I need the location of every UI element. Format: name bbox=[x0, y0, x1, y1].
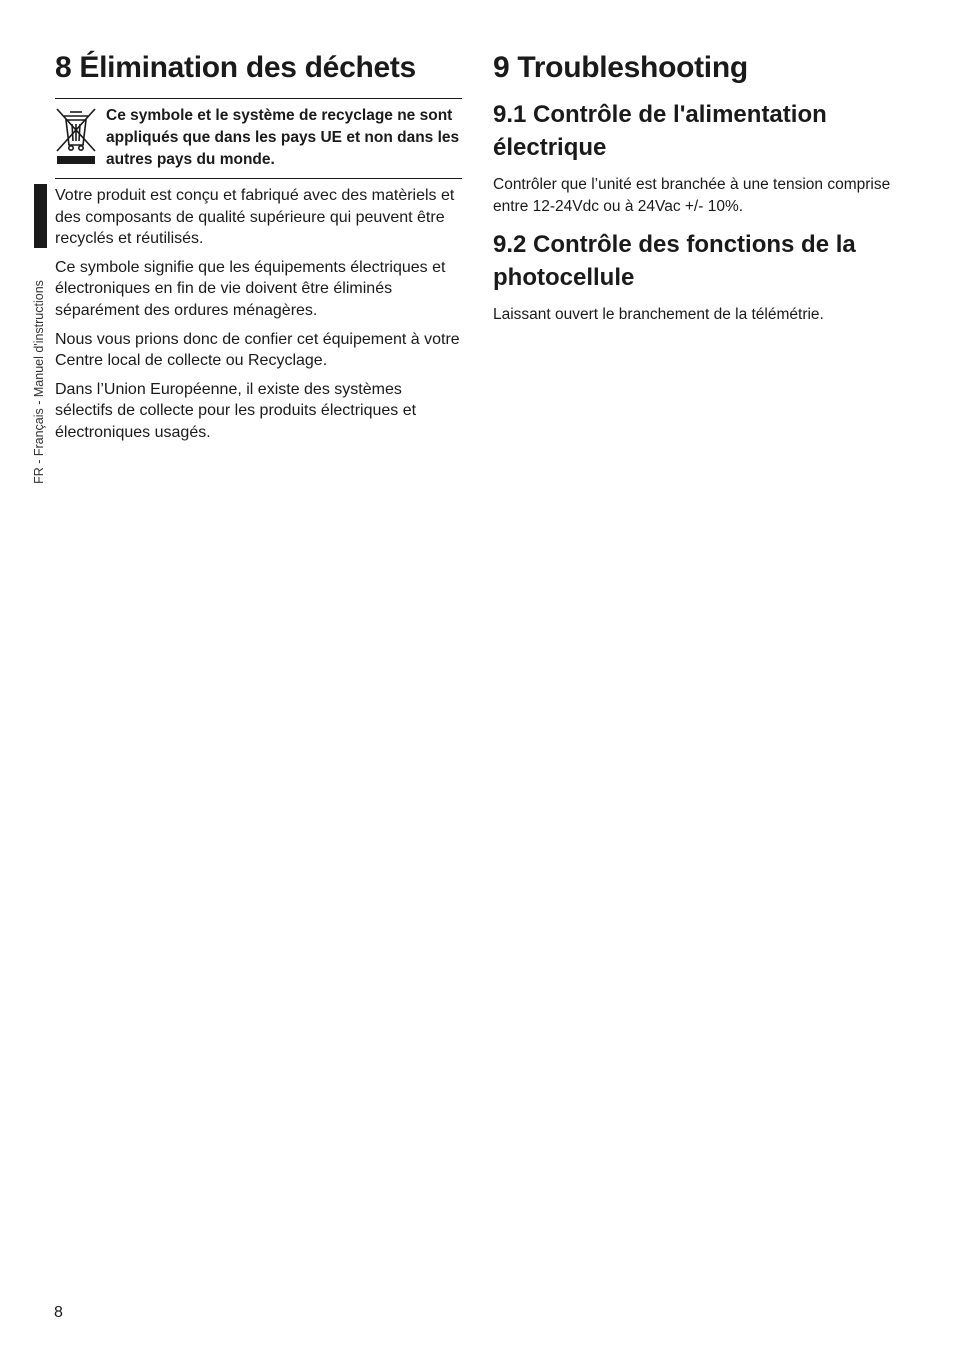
divider-bottom bbox=[55, 178, 462, 179]
recycling-note-text: Ce symbole et le système de recyclage ne sont appliqués que dans les pays UE et non dans les autres pays du monde. bbox=[106, 107, 460, 168]
paragraph: Votre produit est conçu et fabriqué avec des matèriels et des composants de qualité supérieure qui peuvent être recyclés et réutilisés. bbox=[55, 187, 455, 248]
section-9-1-text: Contrôler que l’unité est branchée à une tension comprise entre 12-24Vdc ou à 24Vac +/- 10%. bbox=[493, 176, 891, 215]
crossed-out-wheelie-bin-icon bbox=[55, 107, 97, 165]
paragraph: Dans l’Union Européenne, il existe des systèmes sélectifs de collecte pour les produits électriques et électroniques usagés. bbox=[55, 380, 417, 441]
section-9-2-title: 9.2 Contrôle des fonctions de la photocellule bbox=[493, 231, 856, 291]
side-tab-marker bbox=[34, 184, 47, 248]
right-column bbox=[493, 48, 903, 326]
paragraph: Ce symbole signifie que les équipements électriques et électroniques en fin de vie doivent être éliminés séparément des ordures ménagères. bbox=[55, 258, 446, 319]
side-language-label: FR - Français - Manuel d'instructions bbox=[32, 280, 46, 484]
section-9-title: 9 Troubleshooting bbox=[493, 51, 748, 84]
section-9-1-title: 9.1 Contrôle de l'alimentation électrique bbox=[493, 101, 827, 161]
section-8-title: 8 Élimination des déchets bbox=[55, 51, 416, 84]
section-9-2-text: Laissant ouvert le branchement de la télémétrie. bbox=[493, 306, 824, 323]
paragraph: Nous vous prions donc de confier cet équipement à votre Centre local de collecte ou Recyclage. bbox=[55, 330, 460, 370]
page-number: 8 bbox=[54, 1304, 63, 1321]
left-column bbox=[55, 48, 462, 451]
recycling-note bbox=[55, 99, 462, 178]
